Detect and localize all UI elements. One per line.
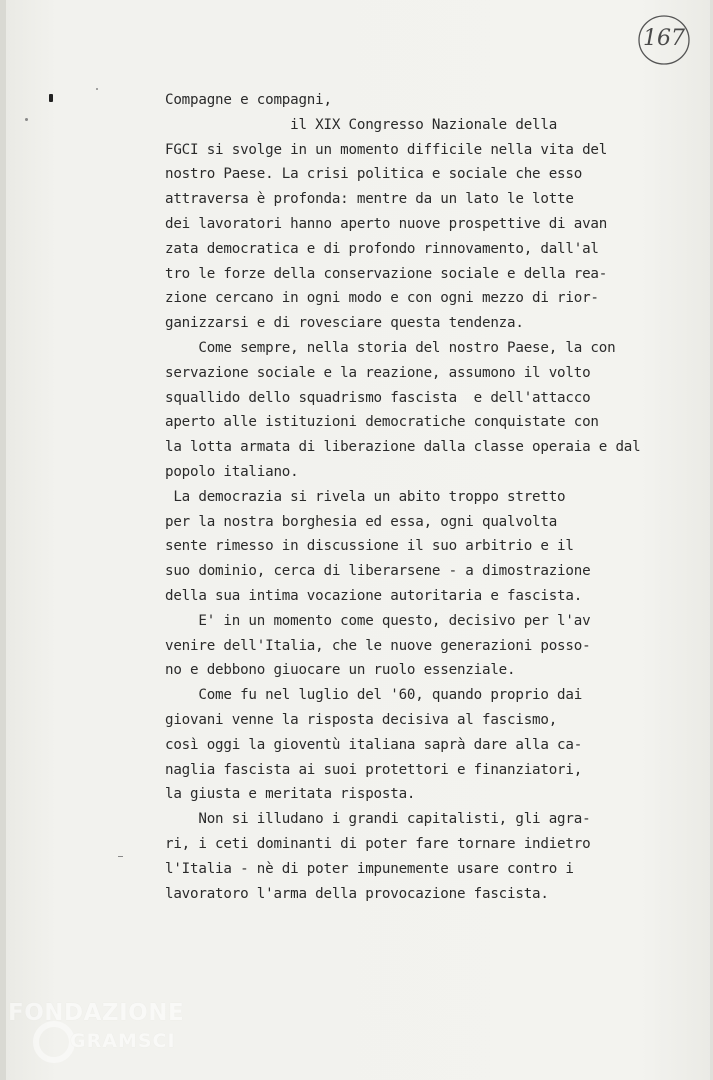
text-line: E' in un momento come questo, decisivo per l'av xyxy=(165,612,591,629)
text-line: il XIX Congresso Nazionale della xyxy=(165,116,558,133)
text-line: servazione sociale e la reazione, assumono il volto xyxy=(165,364,591,381)
text-line: no e debbono giuocare un ruolo essenziale. xyxy=(165,662,516,679)
text-line: nostro Paese. La crisi politica e sociale che esso xyxy=(165,166,583,183)
paragraph xyxy=(165,609,645,683)
page-number-stamp xyxy=(636,12,692,68)
text-line: venire dell'Italia, che le nuove generazioni posso- xyxy=(165,637,591,654)
paragraph xyxy=(165,807,645,906)
text-line: così oggi la gioventù italiana saprà dare alla ca- xyxy=(165,736,583,753)
page-edge-left xyxy=(0,0,6,1080)
text-line: La democrazia si rivela un abito troppo stretto xyxy=(165,488,566,505)
watermark-line-1: FONDAZIONE xyxy=(8,1000,185,1026)
text-line: l'Italia - nè di poter impunemente usare contro i xyxy=(165,860,574,877)
text-line: squallido dello squadrismo fascista e dell'attacco xyxy=(165,389,591,406)
text-line: ganizzarsi e di rovesciare questa tendenza. xyxy=(165,315,524,332)
text-line: attraversa è profonda: mentre da un lato le lotte xyxy=(165,191,574,208)
text-line: Come fu nel luglio del '60, quando proprio dai xyxy=(165,687,583,704)
paper-speck xyxy=(96,88,98,90)
document-body xyxy=(165,88,645,906)
text-line: lavoratoro l'arma della provocazione fascista. xyxy=(165,885,549,902)
text-line: della sua intima vocazione autoritaria e fascista. xyxy=(165,587,583,604)
watermark-line-2: GRAMSCI xyxy=(70,1030,176,1052)
text-line: Non si illudano i grandi capitalisti, gli agra- xyxy=(165,811,591,828)
text-line: dei lavoratori hanno aperto nuove prospettive di avan xyxy=(165,215,608,232)
text-line: tro le forze della conservazione sociale e della rea- xyxy=(165,265,608,282)
paper-speck xyxy=(118,856,123,857)
paragraph xyxy=(165,88,645,336)
text-line: aperto alle istituzioni democratiche conquistate con xyxy=(165,414,599,431)
paragraph xyxy=(165,485,645,609)
text-line: suo dominio, cerca di liberarsene - a dimostrazione xyxy=(165,563,591,580)
text-line: Come sempre, nella storia del nostro Paese, la con xyxy=(165,339,616,356)
text-line: per la nostra borghesia ed essa, ogni qualvolta xyxy=(165,513,558,530)
paragraph xyxy=(165,683,645,807)
text-line: FGCI si svolge in un momento difficile nella vita del xyxy=(165,141,608,158)
paragraph xyxy=(165,336,645,485)
text-line: zione cercano in ogni modo e con ogni mezzo di rior- xyxy=(165,290,599,307)
text-line: la giusta e meritata risposta. xyxy=(165,786,416,803)
text-line: naglia fascista ai suoi protettori e finanziatori, xyxy=(165,761,583,778)
paper-speck xyxy=(25,118,28,121)
text-line: ri, i ceti dominanti di poter fare tornare indietro xyxy=(165,835,591,852)
ink-mark xyxy=(49,94,53,102)
text-line: Compagne e compagni, xyxy=(165,92,332,108)
page-number-text: 167 xyxy=(643,26,685,51)
text-line: popolo italiano. xyxy=(165,463,299,480)
text-line: la lotta armata di liberazione dalla classe operaia e dal xyxy=(165,439,641,456)
text-line: giovani venne la risposta decisiva al fascismo, xyxy=(165,711,558,728)
text-line: sente rimesso in discussione il suo arbitrio e il xyxy=(165,538,574,555)
fondazione-gramsci-watermark xyxy=(8,1000,198,1070)
text-line: zata democratica e di profondo rinnovamento, dall'al xyxy=(165,240,599,257)
